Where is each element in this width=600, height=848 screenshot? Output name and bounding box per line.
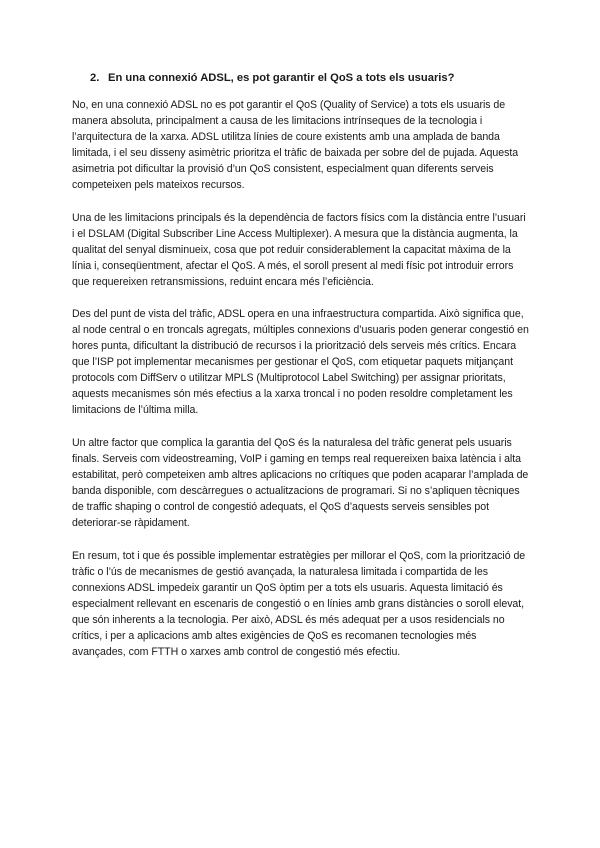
question-heading xyxy=(90,70,530,86)
paragraph-2: Una de les limitacions principals és la dependència de factors físics com la distància entre l’usuari i el DSLAM (Digital Subscriber Line Access Multiplexer). A mesura que la distància augmenta, la qualitat del senyal disminueix, cosa que pot reduir considerablement la capacitat màxima de la línia i, conseqüentment, afectar el QoS. A més, el soroll present al medi físic pot introduir errors que requereixen retransmissions, reduint encara més l’eficiència. xyxy=(72,211,526,288)
paragraph-1: No, en una connexió ADSL no es pot garantir el QoS (Quality of Service) a tots els usuaris de manera absoluta, principalment a causa de les limitacions intrínseques de la tecnologia i l’arquitectura de la xarxa. ADSL utilitza línies de coure existents amb una amplada de banda limitada, i el seu disseny asimètric prioritza el tràfic de baixada per sobre del de pujada. Aquesta asimetria pot dificultar la provisió d’un QoS consistent, especialment quan diferents serveis competeixen pels mateixos recursos. xyxy=(72,99,519,191)
answer-body xyxy=(72,98,530,678)
question-text: En una connexió ADSL, es pot garantir el QoS a tots els usuaris? xyxy=(108,72,455,84)
paragraph-5: En resum, tot i que és possible implementar estratègies per millorar el QoS, com la priorització de tràfic o l’ús de mecanismes de gestió avançada, la naturalesa limitada i compartida de les connexions ADSL impedeix garantir un QoS òptim per a tots els usuaris. Aquesta limitació és especialment rellevant en escenaris de congestió o en línies amb grans distàncies o soroll elevat, que són inherents a la tecnologia. Per això, ADSL és més adequat per a usos residencials no crítics, i per a aplicacions amb altes exigències de QoS es recomanen tecnologies més avançades, com FTTH o xarxes amb control de congestió més efectiu. xyxy=(72,549,526,658)
paragraph-4: Un altre factor que complica la garantia del QoS és la naturalesa del tràfic generat pels usuaris finals. Serveis com videostreaming, VoIP i gaming en temps real requereixen baixa latència i alta estabilitat, però competeixen amb altres aplicacions no crítiques que poden acaparar l’amplada de banda disponible, com descàrregues o actualitzacions de programari. Si no s’apliquen tècniques de traffic shaping o control de congestió adequats, el QoS d’aquests serveis sensibles pot deteriorar-se ràpidament. xyxy=(72,437,529,529)
question-number: 2. xyxy=(90,72,100,84)
paragraph-3: Des del punt de vista del tràfic, ADSL opera en una infraestructura compartida. Això significa que, al node central o en troncals agregats, múltiples connexions d’usuaris poden generar congestió en hores punta, dificultant la distribució de recursos i la priorització dels serveis més crítics. Encara que l’ISP pot implementar mecanismes per gestionar el QoS, com etiquetar paquets mitjançant protocols com DiffServ o utilitzar MPLS (Multiprotocol Label Switching) per assignar prioritats, aquests mecanismes són més efectius a la xarxa troncal i no poden resoldre completament les limitacions de l’última milla. xyxy=(72,308,529,417)
